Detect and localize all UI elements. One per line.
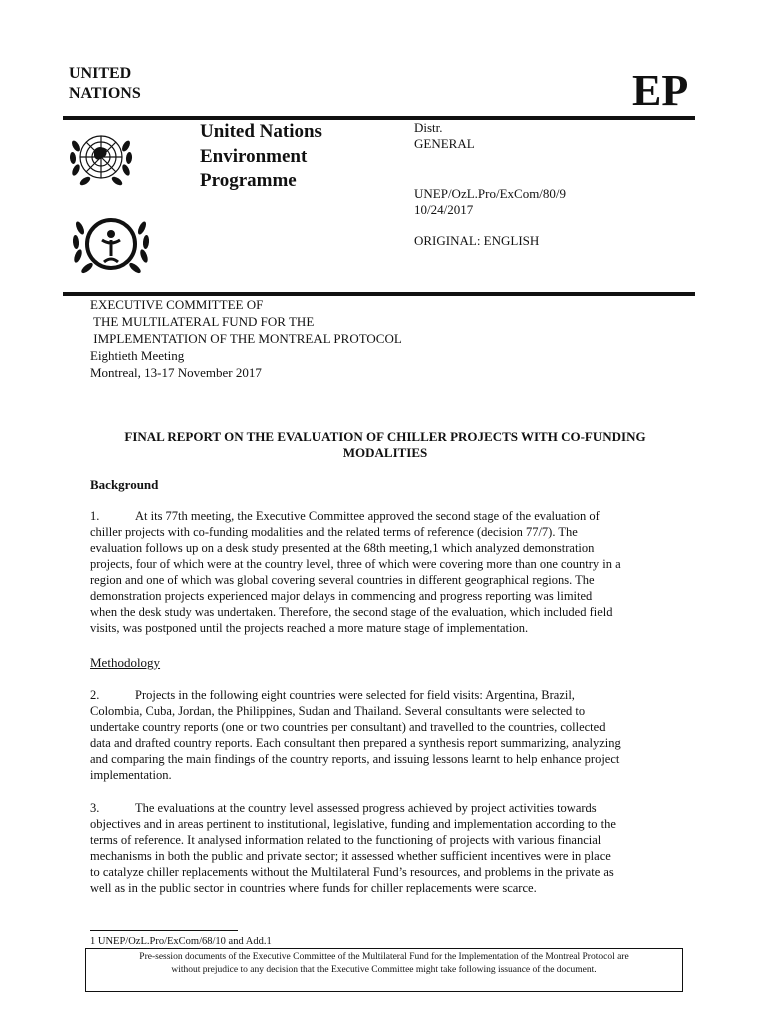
paragraph-line: [90, 508, 678, 524]
paragraph-line: chiller projects with co-funding modalities and the related terms of reference (decision 77/7). The: [90, 525, 578, 539]
paragraph-line: data and drafted country reports. Each consultant then prepared a synthesis report summarizing, analyzing: [90, 736, 621, 750]
paragraph-line: to catalyze chiller replacements without the Multilateral Fund’s resources, and problems in the private as: [90, 865, 614, 879]
disclaimer-box: [85, 948, 683, 992]
paragraph-number: 2.: [90, 688, 100, 702]
document-symbol: EP: [632, 66, 689, 115]
committee-block: [90, 296, 402, 381]
org-line2: NATIONS: [69, 85, 141, 102]
original-language: ORIGINAL: ENGLISH: [414, 233, 540, 248]
paragraph-line: well as in the public sector in countries where funds for chiller replacements were scarce.: [90, 881, 537, 895]
paragraph-line: undertake country reports (one or two countries per consultant) and travelled to the countries, collected: [90, 720, 606, 734]
paragraph-line: objectives and in areas pertinent to institutional, legislative, funding and implementation according to the: [90, 817, 616, 831]
distribution-block: [414, 120, 475, 152]
report-title-line1: FINAL REPORT ON THE EVALUATION OF CHILLER PROJECTS WITH CO-FUNDING: [124, 429, 646, 444]
paragraph-line: visits, was postponed until the projects reached a more mature stage of implementation.: [90, 621, 529, 635]
paragraph-line-text: At its 77th meeting, the Executive Committee approved the second stage of the evaluation of: [135, 509, 600, 523]
distr-label: Distr.: [414, 120, 443, 135]
meeting-place-date: Montreal, 13-17 November 2017: [90, 365, 262, 380]
paragraph-line: demonstration projects experienced major delays in commencing and progress reporting was limited: [90, 589, 593, 603]
committee-line3: IMPLEMENTATION OF THE MONTREAL PROTOCOL: [90, 331, 402, 346]
paragraph-line: mechanisms in both the public and private sector; it assessed whether sufficient incentives were in place: [90, 849, 611, 863]
disclaimer-line2: without prejudice to any decision that the Executive Committee might take following issuance of the document.: [171, 965, 597, 975]
unep-title: [200, 120, 322, 194]
paragraph-line: and comparing the main findings of the country reports, and issuing lessons learnt to help enhance project: [90, 752, 620, 766]
paragraph-line: [90, 687, 678, 703]
report-title-line2: MODALITIES: [342, 445, 428, 460]
paragraph-line: evaluation follows up on a desk study presented at the 68th meeting,1 which analyzed demonstration: [90, 541, 595, 555]
un-name: [69, 64, 141, 104]
disclaimer-line1: Pre-session documents of the Executive Committee of the Multilateral Fund for the Implementation of the Montreal Protocol are: [139, 952, 629, 962]
unep-logo-icon: [66, 208, 156, 284]
footnote: 1 UNEP/OzL.Pro/ExCom/68/10 and Add.1: [90, 936, 272, 947]
paragraph-line: when the desk study was undertaken. Therefore, the second stage of the evaluation, which included field: [90, 605, 613, 619]
org-line1: UNITED: [69, 65, 132, 82]
paragraph-line: implementation.: [90, 768, 172, 782]
unep-line3: Programme: [200, 170, 297, 191]
report-title: [90, 429, 680, 461]
distr-value: GENERAL: [414, 136, 475, 151]
unep-line1: United Nations: [200, 121, 322, 142]
paragraph-number: 3.: [90, 801, 100, 815]
meeting-name: Eightieth Meeting: [90, 348, 185, 363]
footnote-rule: [90, 930, 238, 931]
paragraph-number: 1.: [90, 509, 100, 523]
paragraph-1: [90, 508, 678, 636]
paragraph-line: projects, four of which were at the country level, three of which were covering more than one country in a: [90, 557, 621, 571]
paragraph-line: region and one of which was global covering several countries in different geographical regions. The: [90, 573, 595, 587]
unep-line2: Environment: [200, 145, 308, 167]
background-heading: Background: [90, 477, 159, 492]
paragraph-3: [90, 800, 678, 896]
committee-line1: EXECUTIVE COMMITTEE OF: [90, 297, 264, 312]
paragraph-2: [90, 687, 678, 783]
header-rule: [63, 116, 695, 120]
paragraph-line: Colombia, Cuba, Jordan, the Philippines, Sudan and Thailand. Several consultants were selected to: [90, 704, 586, 718]
committee-line2: THE MULTILATERAL FUND FOR THE: [90, 314, 315, 329]
paragraph-line: terms of reference. It analysed information related to the functioning of projects with various financial: [90, 833, 602, 847]
paragraph-line-text: Projects in the following eight countries were selected for field visits: Argentina, Brazil,: [135, 688, 575, 702]
paragraph-line-text: The evaluations at the country level assessed progress achieved by project activities towards: [135, 801, 597, 815]
methodology-heading: Methodology: [90, 655, 161, 670]
paragraph-line: [90, 800, 678, 816]
doc-number: UNEP/OzL.Pro/ExCom/80/9: [414, 186, 567, 201]
doc-date: 10/24/2017: [414, 202, 474, 217]
document-number-block: [414, 186, 566, 218]
un-emblem-icon: [66, 124, 136, 194]
